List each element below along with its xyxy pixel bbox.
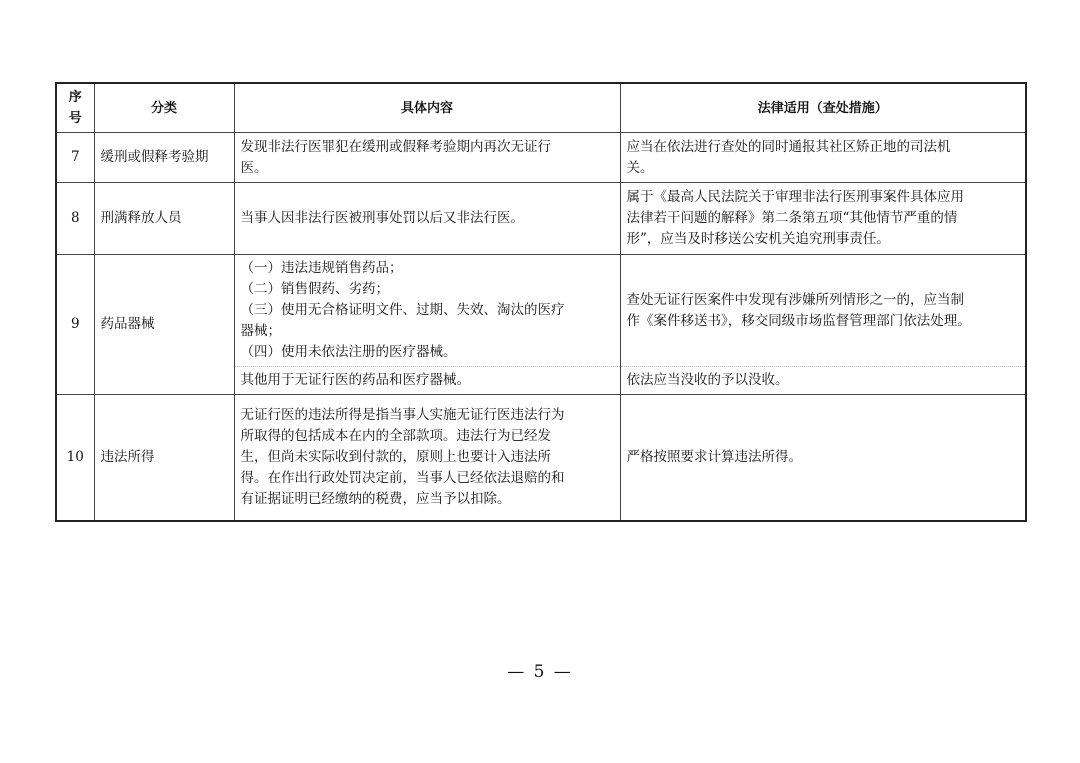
table-row [56, 183, 1026, 255]
law-line: 形”，应当及时移送公安机关追究刑事责任。 [626, 231, 890, 247]
row-sub-law: 依法应当没收的予以没收。 [620, 367, 1026, 395]
row-number: 9 [56, 255, 94, 395]
content-line: 无证行医的违法所得是指当事人实施无证行医违法行为 [240, 406, 565, 423]
row-content [234, 133, 620, 183]
law-line: 法律若干问题的解释》第二条第五项“其他情节严重的情 [626, 210, 958, 226]
law-line: 属于《最高人民法院关于审理非法行医刑事案件具体应用 [626, 189, 964, 205]
row-law [620, 255, 1026, 367]
row-content [234, 395, 620, 521]
content-line: 所取得的包括成本在内的全部款项。违法行为已经发 [240, 427, 551, 444]
row-category: 违法所得 [94, 395, 234, 521]
law-line: 应当在依法进行查处的同时通报其社区矫正地的司法机 [626, 138, 951, 155]
header-content: 具体内容 [234, 83, 620, 133]
law-line: 查处无证行医案件中发现有涉嫌所列情形之一的，应当制 [626, 291, 964, 308]
content-line: （四）使用未依法注册的医疗器械。 [240, 344, 457, 360]
law-line: 关。 [626, 159, 654, 176]
row-sub-content: 其他用于无证行医的药品和医疗器械。 [234, 367, 620, 395]
content-line: 器械； [240, 323, 281, 339]
content-line: （三）使用无合格证明文件、过期、失效、淘汰的医疗 [240, 302, 565, 318]
regulation-table [55, 82, 1027, 522]
row-number: 8 [56, 183, 94, 255]
law-line: 严格按照要求计算违法所得。 [626, 448, 802, 465]
row-category: 刑满释放人员 [94, 183, 234, 255]
content-line: 有证据证明已经缴纳的税费，应当予以扣除。 [240, 490, 511, 507]
content-line: 发现非法行医罪犯在缓刑或假释考验期内再次无证行 [240, 138, 551, 155]
content-line: （二）销售假药、劣药； [240, 281, 389, 297]
header-law: 法律适用（查处措施） [620, 83, 1026, 133]
row-law [620, 133, 1026, 183]
row-number: 10 [56, 395, 94, 521]
table-header-row [56, 83, 1026, 133]
page-number: — 5 — [507, 662, 573, 682]
row-category: 缓刑或假释考验期 [94, 133, 234, 183]
content-line: （一）违法违规销售药品； [240, 260, 403, 276]
content-line: 得。在作出行政处罚决定前，当事人已经依法退赔的和 [240, 469, 565, 486]
content-line: 医。 [240, 159, 268, 176]
content-line: 生，但尚未实际收到付款的，原则上也要计入违法所 [240, 448, 551, 465]
table-row [56, 255, 1026, 367]
header-category: 分类 [94, 83, 234, 133]
law-line: 作《案件移送书》，移交同级市场监督管理部门依法处理。 [626, 312, 971, 329]
row-content [234, 255, 620, 367]
row-number: 7 [56, 133, 94, 183]
table-row [56, 133, 1026, 183]
table-row [56, 395, 1026, 521]
row-law [620, 395, 1026, 521]
row-content [234, 183, 620, 255]
header-number: 序号 [56, 83, 94, 133]
content-line: 当事人因非法行医被刑事处罚以后又非法行医。 [240, 210, 524, 226]
row-category: 药品器械 [94, 255, 234, 395]
row-law [620, 183, 1026, 255]
